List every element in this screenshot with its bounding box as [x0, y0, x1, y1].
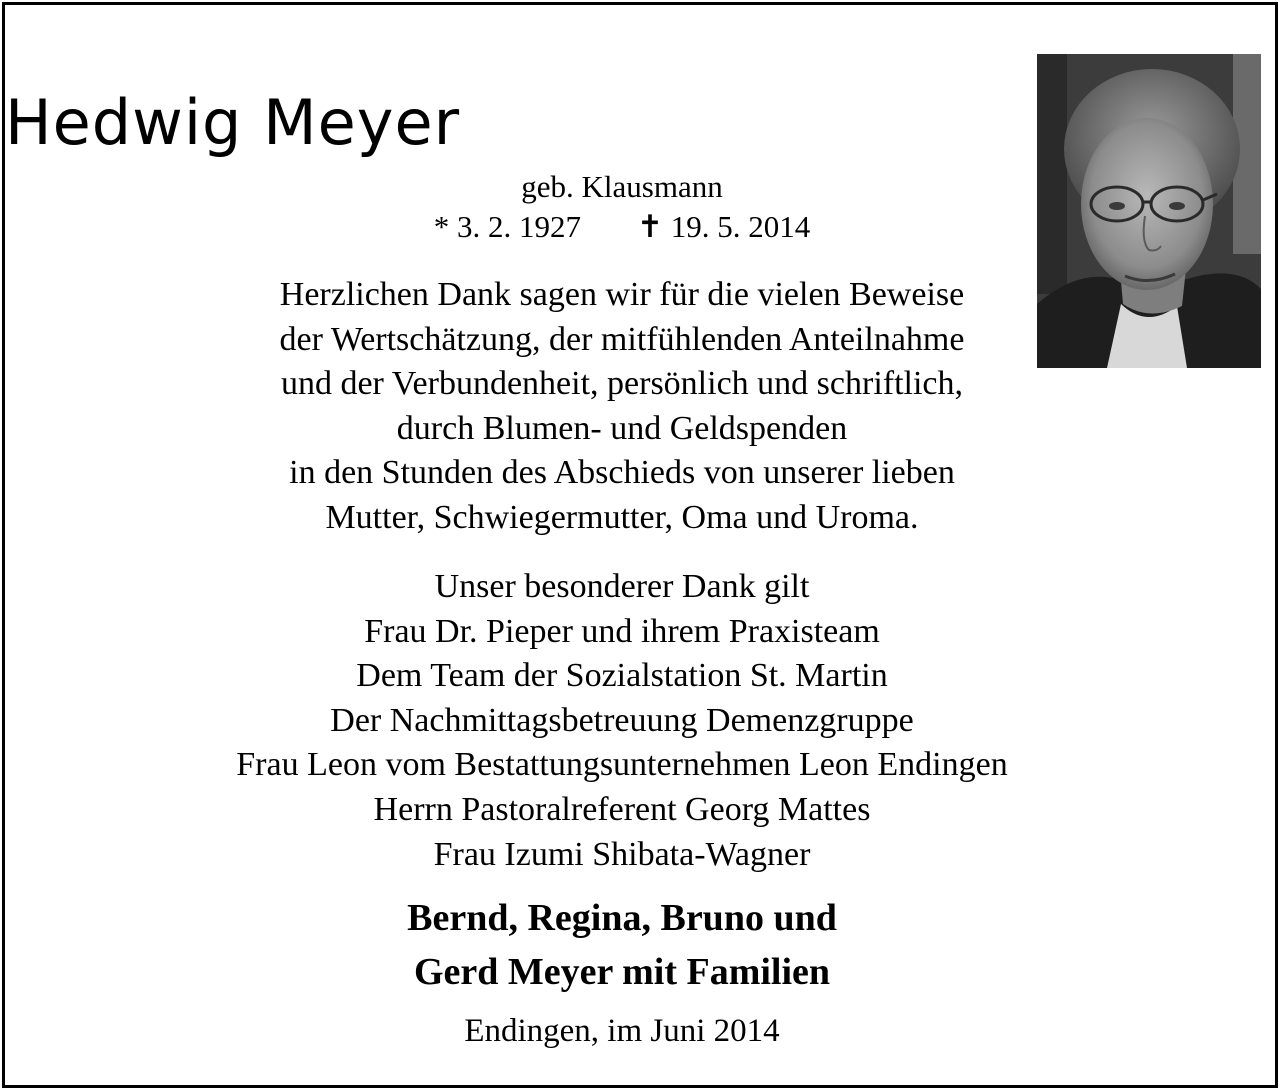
- deceased-name: Hedwig Meyer: [5, 86, 461, 159]
- special-thanks-line: Frau Izumi Shibata-Wagner: [433, 835, 811, 873]
- family-signature: [5, 891, 1239, 999]
- family-line: Gerd Meyer mit Familien: [413, 951, 831, 993]
- portrait-photo: [1037, 54, 1261, 368]
- portrait-illustration: [1037, 54, 1261, 368]
- birth-date: * 3. 2. 1927: [433, 209, 581, 244]
- thanks-line: in den Stunden des Abschieds von unserer lieben: [289, 454, 955, 492]
- thanks-line: und der Verbundenheit, persönlich und schriftlich,: [280, 365, 964, 403]
- maiden-name: geb. Klausmann: [521, 169, 723, 204]
- special-thanks-paragraph: [5, 565, 1239, 877]
- obituary-notice: [2, 2, 1278, 1088]
- thanks-line: Herzlichen Dank sagen wir für die vielen Beweise: [279, 276, 965, 313]
- thanks-line: Mutter, Schwiegermutter, Oma und Uroma.: [325, 498, 919, 536]
- special-thanks-line: Der Nachmittagsbetreuung Demenzgruppe: [330, 701, 914, 739]
- special-thanks-line: Unser besonderer Dank gilt: [434, 568, 810, 605]
- place-date: Endingen, im Juni 2014: [464, 1013, 780, 1049]
- family-line: Bernd, Regina, Bruno und: [407, 897, 837, 939]
- special-thanks-line: Dem Team der Sozialstation St. Martin: [356, 657, 888, 695]
- death-date: ✝ 19. 5. 2014: [637, 209, 811, 244]
- special-thanks-line: Frau Leon vom Bestattungsunternehmen Leon Endingen: [236, 746, 1008, 784]
- thanks-line: der Wertschätzung, der mitfühlenden Anteilnahme: [279, 320, 965, 358]
- special-thanks-line: Frau Dr. Pieper und ihrem Praxisteam: [364, 612, 880, 650]
- thanks-line: durch Blumen- und Geldspenden: [396, 409, 848, 447]
- special-thanks-line: Herrn Pastoralreferent Georg Mattes: [373, 790, 871, 828]
